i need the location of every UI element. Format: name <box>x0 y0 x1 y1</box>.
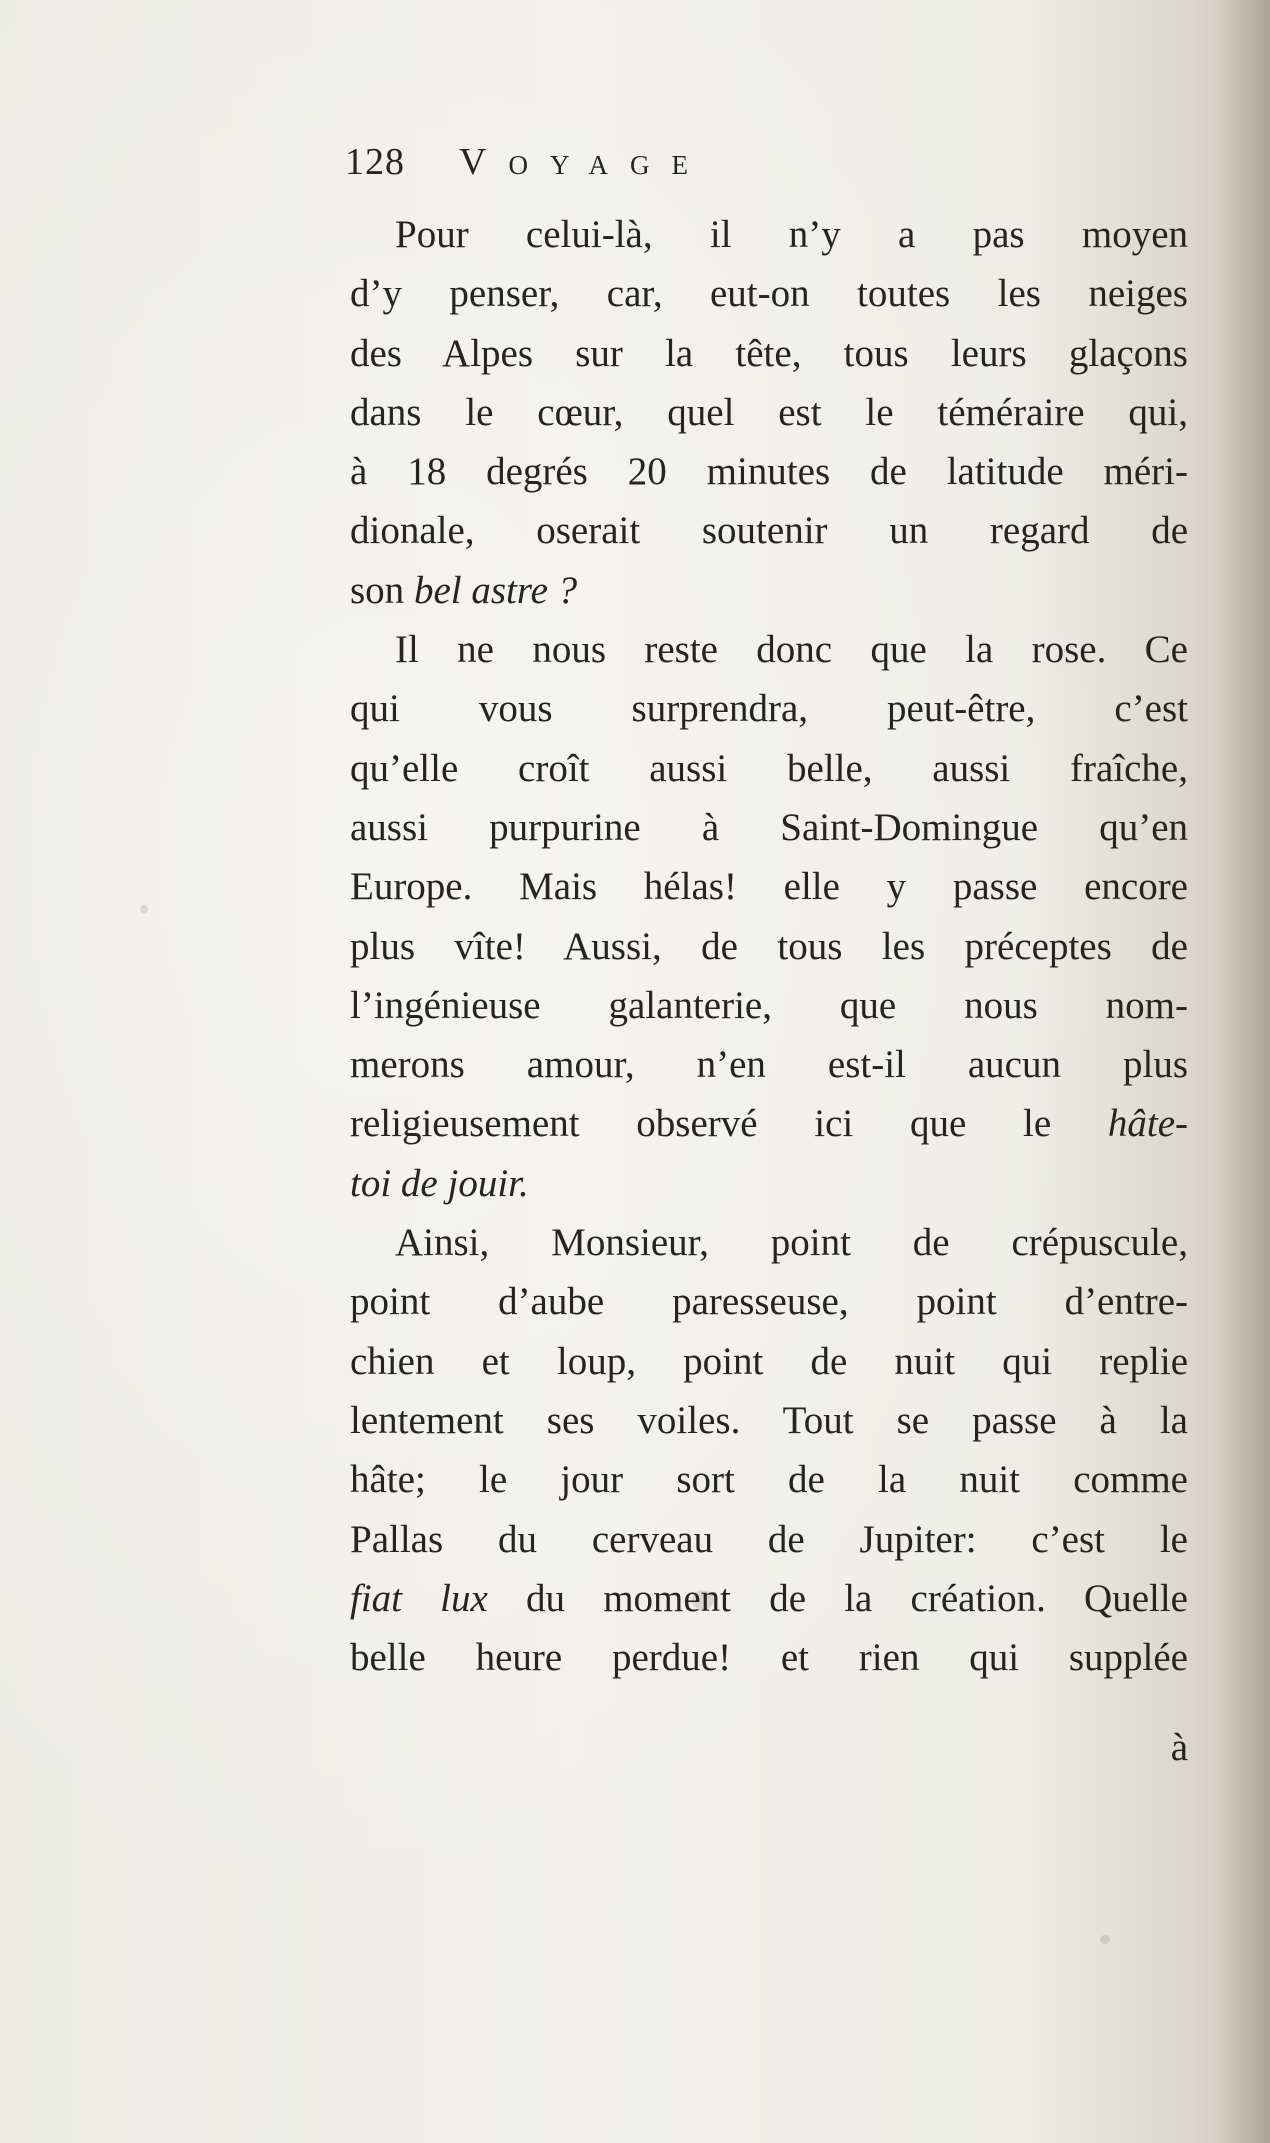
text-line: Il ne nous reste donc que la rose. Ce <box>395 628 1188 672</box>
text-line: d’y penser, car, eut-on toutes les neiges <box>350 272 1188 316</box>
text-segment: son <box>350 568 414 612</box>
text-line: toi de jouir. <box>350 1161 529 1205</box>
italic-text: hâte- <box>1107 1102 1188 1146</box>
text-line: lentement ses voiles. Tout se passe à la <box>350 1398 1188 1442</box>
text-line: dans le cœur, quel est le téméraire qui, <box>350 390 1188 434</box>
text-segment: du moment de la création. Quelle <box>487 1576 1188 1620</box>
text-line: des Alpes sur la tête, tous leurs glaçons <box>350 331 1188 375</box>
catchword: à <box>1170 1726 1188 1769</box>
page-number: 128 <box>345 141 405 183</box>
text-line: hâte; le jour sort de la nuit comme <box>350 1458 1188 1502</box>
text-line: Pour celui-là, il n’y a pas moyen <box>395 213 1188 256</box>
running-title: Voyage <box>459 141 710 183</box>
paragraph-2 <box>350 620 1188 1213</box>
foxing-spot <box>140 905 148 913</box>
text-line: Ainsi, Monsieur, point de crépuscule, <box>395 1221 1188 1265</box>
text-line: point d’aube paresseuse, point d’entre- <box>350 1280 1188 1324</box>
italic-text: bel astre ? <box>413 568 578 612</box>
text-line: Pallas du cerveau de Jupiter: c’est le <box>350 1517 1188 1561</box>
text-line <box>350 1094 1188 1153</box>
italic-text: fiat lux <box>350 1576 488 1620</box>
text-line <box>350 561 1188 620</box>
text-line: aussi purpurine à Saint-Domingue qu’en <box>350 805 1188 849</box>
text-line: dionale, oserait soutenir un regard de <box>350 509 1188 553</box>
running-head <box>345 140 905 190</box>
text-line: merons amour, n’en est-il aucun plus <box>350 1043 1188 1087</box>
text-line <box>350 1569 1188 1628</box>
text-line: Europe. Mais hélas! elle y passe encore <box>350 865 1188 909</box>
foxing-spot <box>1100 1935 1110 1944</box>
text-line: l’ingénieuse galanterie, que nous nom- <box>350 983 1188 1027</box>
text-line: qu’elle croît aussi belle, aussi fraîche, <box>350 746 1188 790</box>
paragraph-1 <box>350 205 1188 620</box>
page-edge-shadow <box>1218 0 1270 2143</box>
body-text <box>350 205 1188 1687</box>
text-segment: religieusement observé ici que le <box>350 1102 1108 1146</box>
text-line: chien et loup, point de nuit qui replie <box>350 1339 1188 1383</box>
text-line: qui vous surprendra, peut-être, c’est <box>350 687 1188 731</box>
text-line: belle heure perdue! et rien qui supplée <box>350 1636 1188 1680</box>
paragraph-3 <box>350 1213 1188 1687</box>
text-line: à 18 degrés 20 minutes de latitude méri- <box>350 450 1188 494</box>
text-line: plus vîte! Aussi, de tous les préceptes de <box>350 924 1188 968</box>
